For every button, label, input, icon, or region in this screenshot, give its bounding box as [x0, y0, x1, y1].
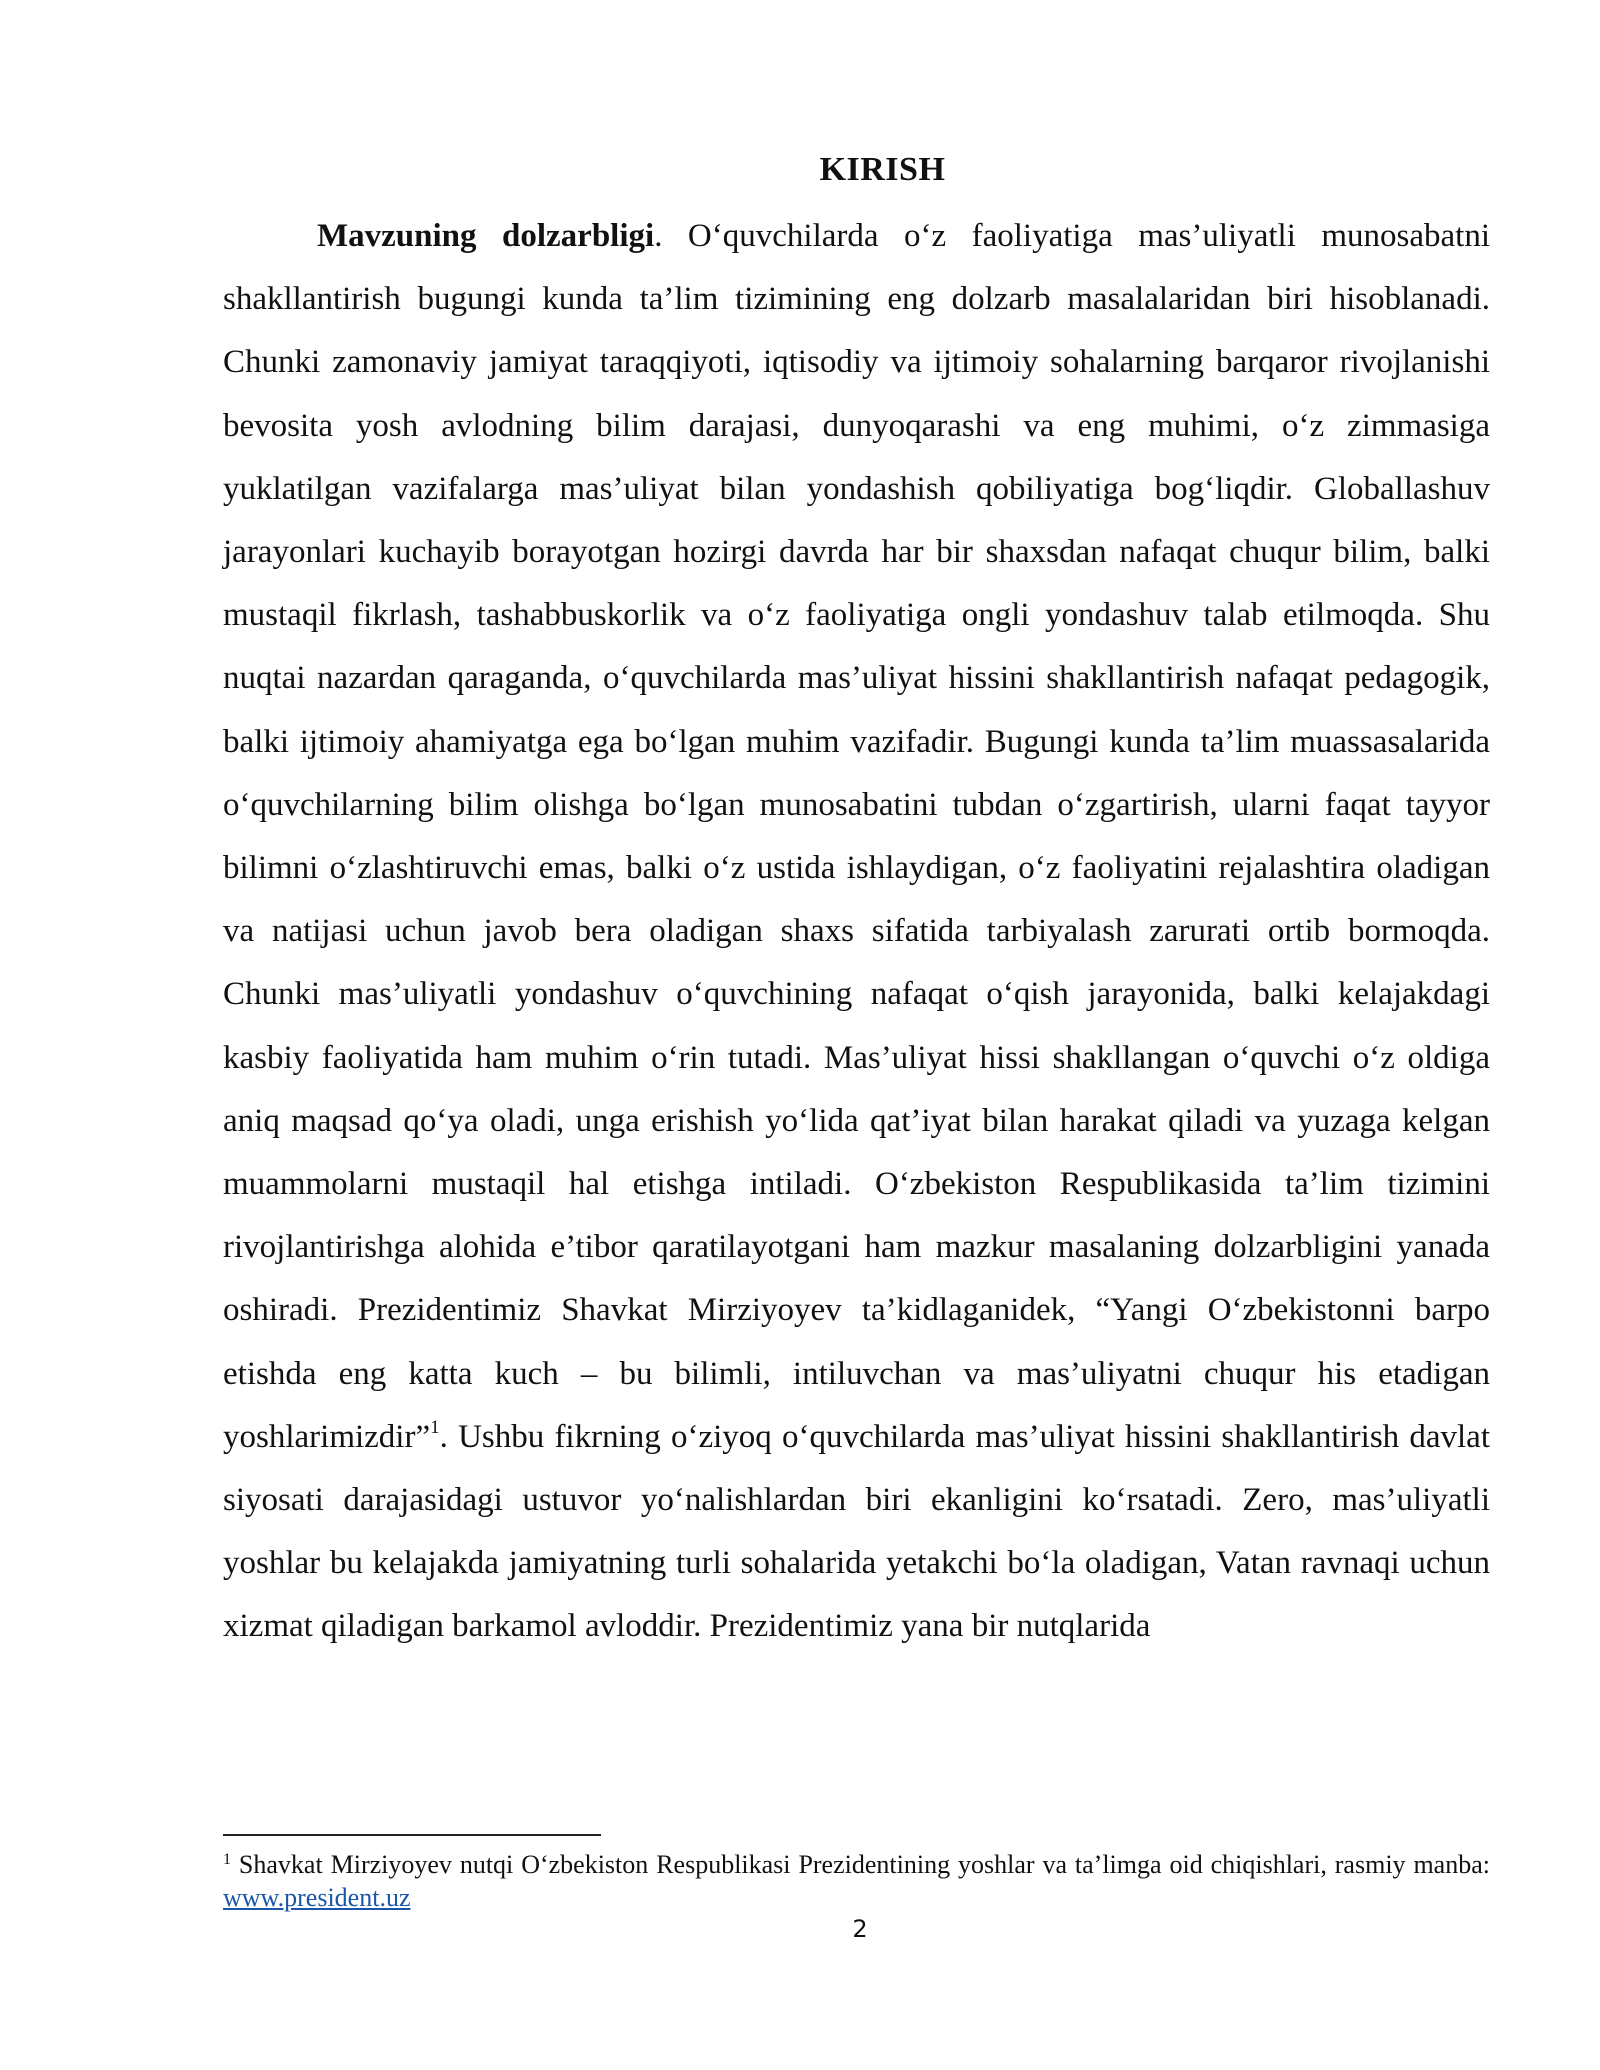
footnote-text: Shavkat Mirziyoyev nutqi O‘zbekiston Respublikasi Prezidentining yoshlar va ta’limga oid chiqishlari, rasmiy manba: — [231, 1850, 1490, 1879]
footnote — [223, 1848, 1490, 1914]
page-number: 2 — [852, 1915, 868, 1943]
footnote-separator — [223, 1834, 601, 1836]
paragraph-text-part-2: . Ushbu fikrning o‘ziyoq o‘quvchilarda mas’uliyat hissini shakllantirish davlat siyosati darajasidagi ustuvor yo‘nalishlardan biri ekanligini ko‘rsatadi. Zero, mas’uliyatli yoshlar bu kelajakda jamiyatning turli sohalarida yetakchi bo‘la oladigan, Vatan ravnaqi uchun xizmat qiladigan barkamol avloddir. Prezidentimiz yana bir nutqlarida — [223, 1418, 1490, 1645]
footnote-marker: 1 — [223, 1851, 231, 1868]
footnote-reference[interactable]: 1 — [430, 1416, 440, 1438]
body-paragraph — [223, 205, 1490, 1659]
footnote-link[interactable]: www.president.uz — [223, 1883, 411, 1912]
section-heading: KIRISH — [819, 151, 946, 188]
paragraph-text-part-1: . O‘quvchilarda o‘z faoliyatiga mas’uliyatli munosabatni shakllantirish bugungi kunda ta’lim tizimining eng dolzarb masalalaridan biri hisoblanadi. Chunki zamonaviy jamiyat taraqqiyoti, iqtisodiy va ijtimoiy sohalarning barqaror rivojlanishi bevosita yosh avlodning bilim darajasi, dunyoqarashi va eng muhimi, o‘z zimmasiga yuklatilgan vazifalarga mas’uliyat bilan yondashish qobiliyatiga bog‘liqdir. Globallashuv jarayonlari kuchayib borayotgan hozirgi davrda har bir shaxsdan nafaqat chuqur bilim, balki mustaqil fikrlash, tashabbuskorlik va o‘z faoliyatiga ongli yondashuv talab etilmoqda. Shu nuqtai nazardan qaraganda, o‘quvchilarda mas’uliyat hissini shakllantirish nafaqat pedagogik, balki ijtimoiy ahamiyatga ega bo‘lgan muhim vazifadir. Bugungi kunda ta’lim muassasalarida o‘quvchilarning bilim olishga bo‘lgan munosabatini tubdan o‘zgartirish, ularni faqat tayyor bilimni o‘zlashtiruvchi emas, balki o‘z ustida ishlaydigan, o‘z faoliyatini rejalashtira oladigan va natijasi uchun javob bera oladigan shaxs sifatida tarbiyalash zarurati ortib bormoqda. Chunki mas’uliyatli yondashuv o‘quvchining nafaqat o‘qish jarayonida, balki kelajakdagi kasbiy faoliyatida ham muhim o‘rin tutadi. Mas’uliyat hissi shakllangan o‘quvchi o‘z oldiga aniq maqsad qo‘ya oladi, unga erishish yo‘lida qat’iyat bilan harakat qiladi va yuzaga kelgan muammolarni mustaqil hal etishga intiladi. O‘zbekiston Respublikasida ta’lim tizimini rivojlantirishga alohida e’tibor qaratilayotgani ham mazkur masalaning dolzarbligini yanada oshiradi. Prezidentimiz Shavkat Mirziyoyev ta’kidlaganidek, “Yangi O‘zbekistonni barpo etishda eng katta kuch – bu bilimli, intiluvchan va mas’uliyatni chuqur his etadigan yoshlarimizdir” — [223, 218, 1490, 1455]
paragraph-lead: Mavzuning dolzarbligi — [317, 218, 655, 254]
